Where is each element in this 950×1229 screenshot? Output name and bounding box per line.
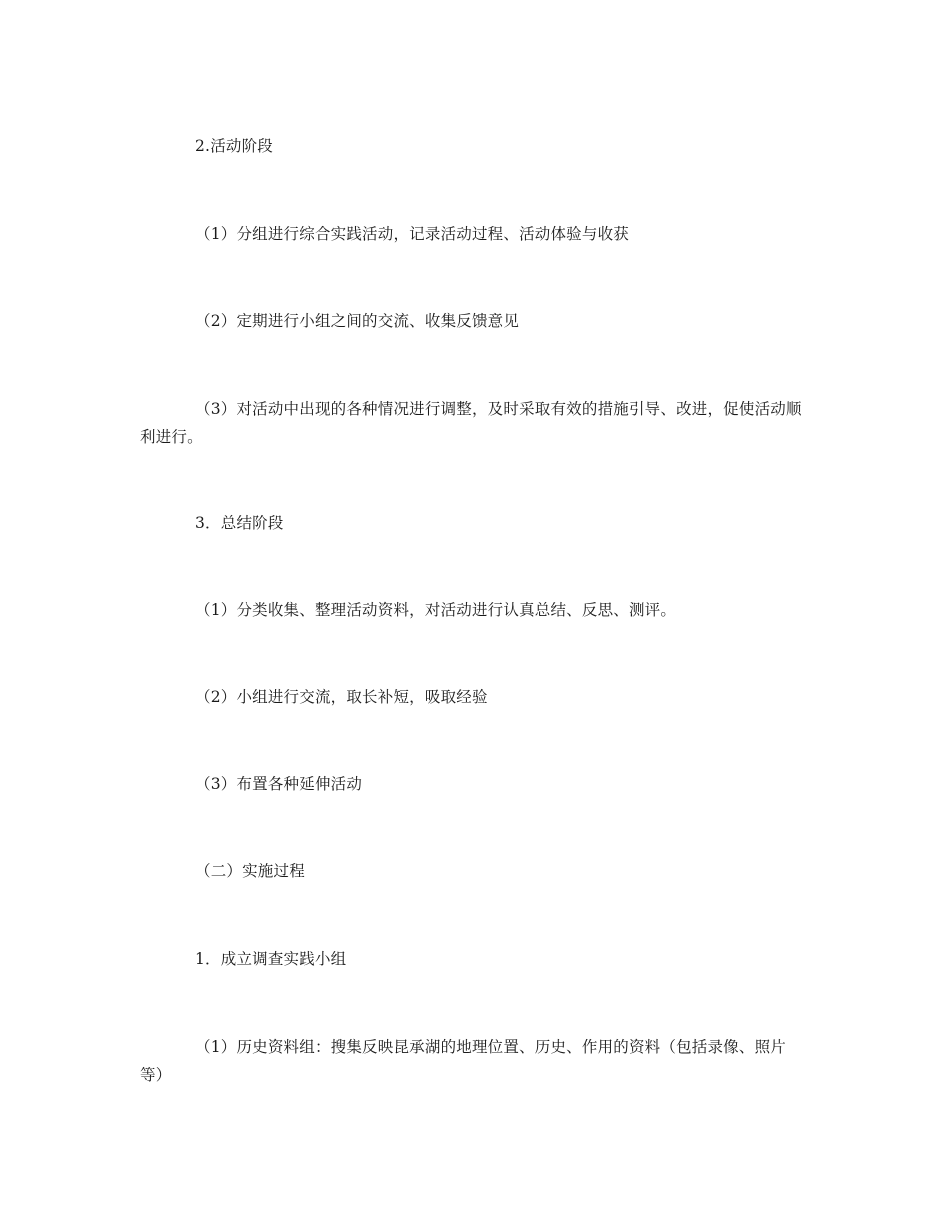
heading-activity-stage: 2.活动阶段 xyxy=(195,137,273,155)
paragraph-item: （2）小组进行交流，取长补短，吸取经验 xyxy=(195,688,488,706)
heading-implementation-process: （二）实施过程 xyxy=(195,862,305,880)
paragraph-item: （2）定期进行小组之间的交流、收集反馈意见 xyxy=(195,312,520,330)
heading-summary-stage: 3．总结阶段 xyxy=(195,514,284,532)
paragraph-item: （1）分组进行综合实践活动，记录活动过程、活动体验与收获 xyxy=(195,225,629,243)
paragraph-item: （3）布置各种延伸活动 xyxy=(195,775,363,793)
heading-form-groups: 1．成立调查实践小组 xyxy=(195,950,347,968)
paragraph-item: （1）历史资料组：搜集反映昆承湖的地理位置、历史、作用的资料（包括录像、照片等） xyxy=(140,1038,786,1084)
paragraph-item: （3）对活动中出现的各种情况进行调整，及时采取有效的措施引导、改进，促使活动顺利进行。 xyxy=(140,400,802,446)
paragraph-item: （1）分类收集、整理活动资料，对活动进行认真总结、反思、测评。 xyxy=(195,601,677,619)
